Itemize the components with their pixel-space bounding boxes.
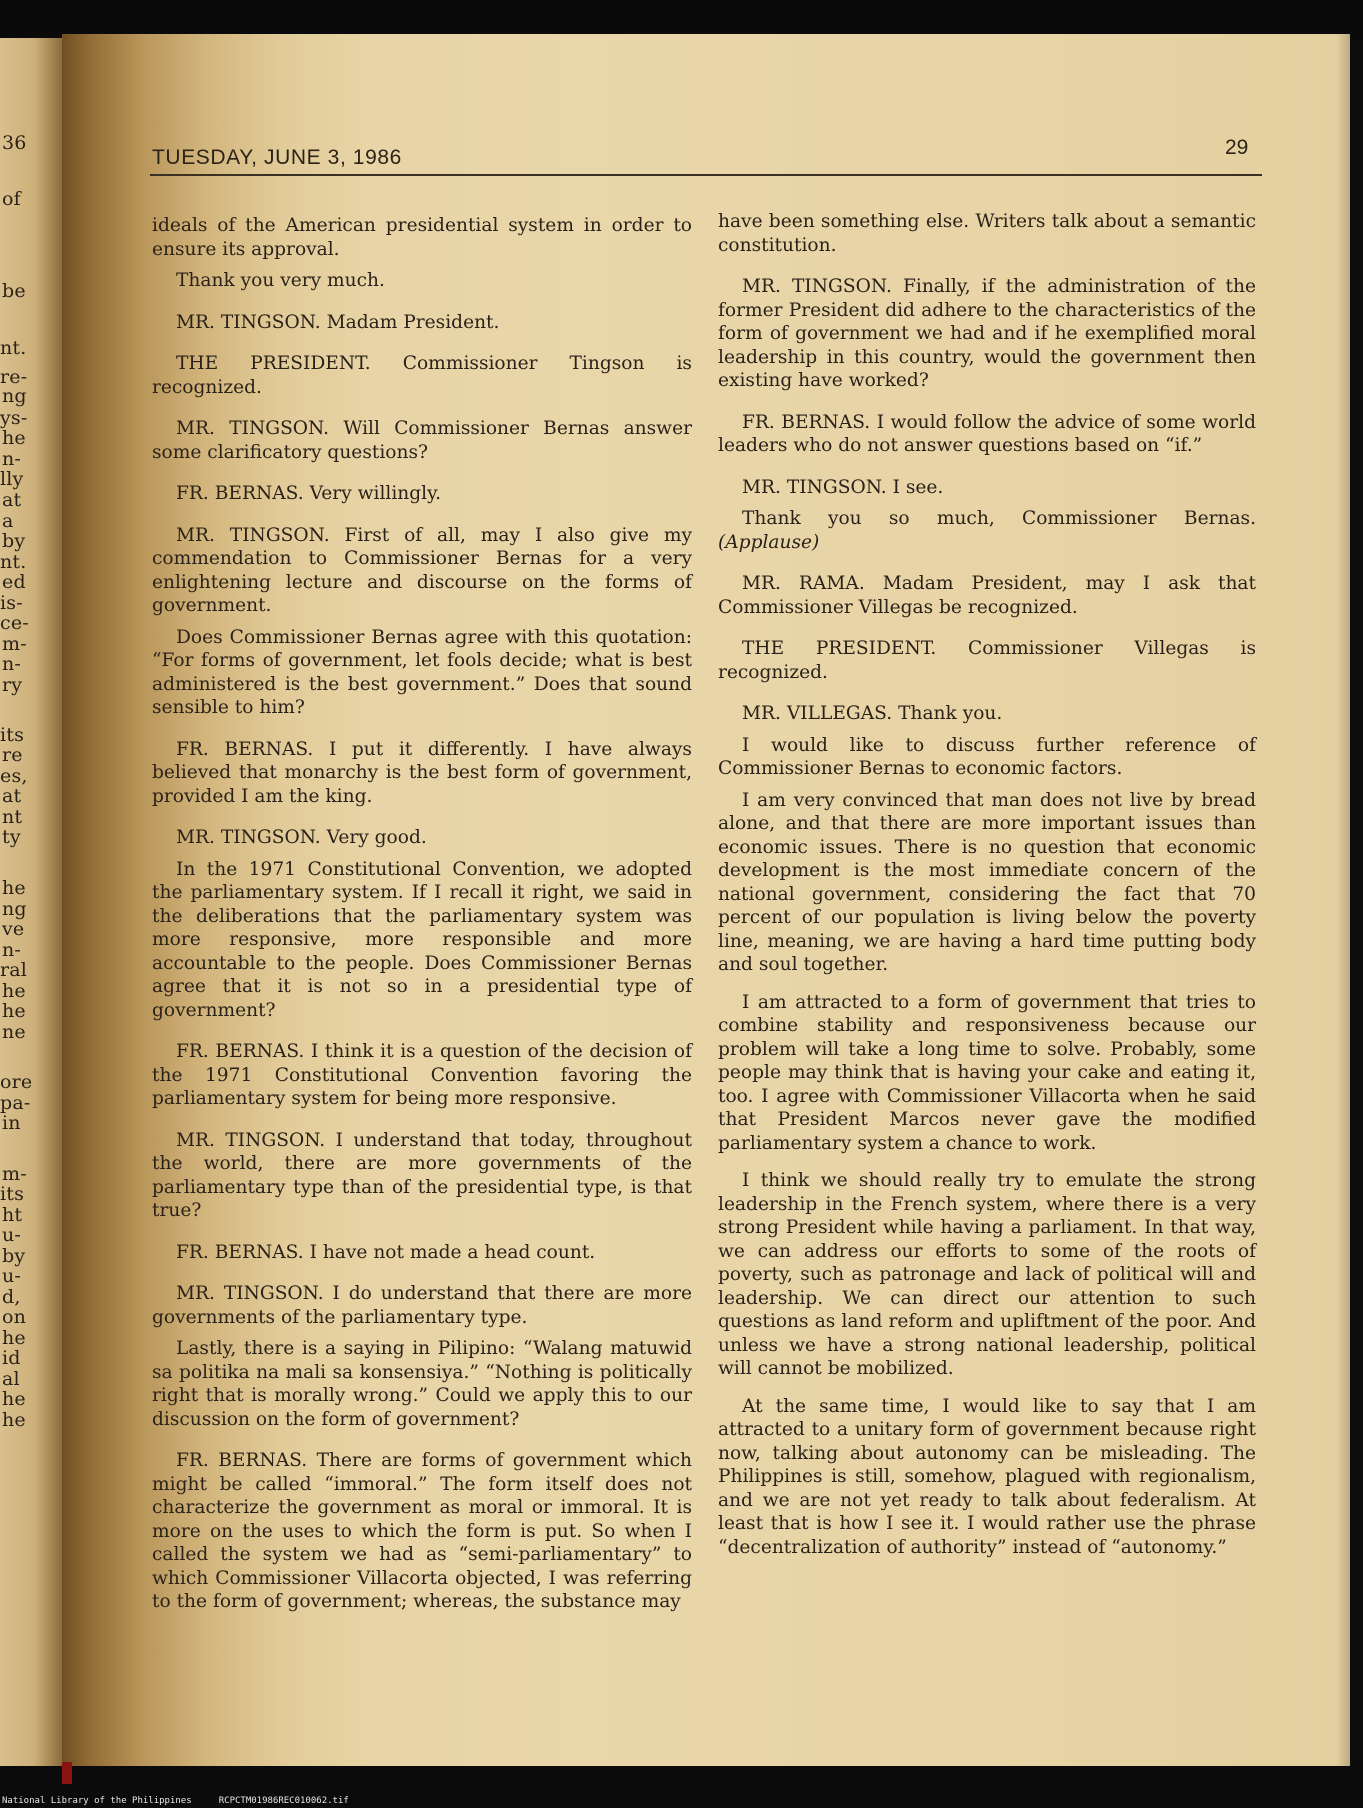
- previous-page-edge-word: ce-: [0, 612, 29, 634]
- previous-page-edge-word: ng: [2, 385, 27, 407]
- speech-paragraph: [718, 637, 1256, 684]
- previous-page-edge-word: n-: [2, 939, 22, 961]
- previous-page-edge-word: he: [2, 1409, 26, 1431]
- previous-page-edge-word: at: [2, 489, 22, 511]
- speech-paragraph: [152, 524, 692, 618]
- speech-paragraph: [718, 275, 1256, 393]
- speaker-name: MR. TINGSON.: [176, 827, 321, 848]
- speaker-name: MR. TINGSON.: [742, 476, 887, 498]
- previous-page-edge-word: pa-: [0, 1092, 31, 1114]
- previous-page-edge-word: nt.: [0, 551, 27, 573]
- previous-page-edge-word: he: [2, 980, 26, 1002]
- body-paragraph: [152, 626, 692, 720]
- speaker-name: MR. TINGSON.: [176, 524, 330, 546]
- speech-paragraph: [718, 476, 1256, 500]
- body-paragraph: [718, 991, 1256, 1156]
- paragraph-text: Does Commissioner Bernas agree with this quotation: “For forms of government, let fools decide; what is best administered is the best government.” Does that sound sensible to him?: [152, 626, 692, 718]
- archive-caption: National Library of the Philippines RCPCTM01986REC010062.tif: [2, 1796, 349, 1806]
- previous-page-edge-word: 36: [2, 132, 27, 154]
- paragraph-text: Will Commissioner Bernas answer some clarificatory questions?: [152, 418, 692, 463]
- previous-page-edge-word: es,: [0, 765, 28, 787]
- speech-paragraph: [152, 826, 692, 850]
- speech-paragraph: [152, 482, 692, 506]
- previous-page-edge-word: nt.: [0, 337, 27, 359]
- previous-page-edge-word: ral: [0, 959, 28, 981]
- paragraph-text: At the same time, I would like to say that I am attracted to a unitary form of government because right now, talking about autonomy can be misleading. The Philippines is still, somehow, plagued with regionalism, and we are not yet ready to talk about federalism. At least that is how I see it. I would rather use the phrase “decentralization of authority” instead of “autonomy.”: [718, 1395, 1256, 1558]
- previous-page-edge-word: lly: [0, 468, 24, 490]
- body-paragraph: [152, 269, 692, 293]
- speaker-name: THE PRESIDENT.: [742, 638, 937, 659]
- paragraph-text: I do understand that there are more governments of the parliamentary type.: [152, 1283, 692, 1328]
- previous-page-edge-word: its: [0, 1183, 25, 1205]
- speaker-name: FR. BERNAS.: [176, 1450, 308, 1471]
- body-paragraph: [152, 1337, 692, 1431]
- previous-page-edge-word: m-: [2, 633, 27, 655]
- speaker-name: MR. TINGSON.: [176, 1129, 326, 1151]
- paragraph-text: Finally, if the administration of the former President did adhere to the characteristics of the form of government we had and if he exemplified moral leadership in this country, would the government then existing have worked?: [718, 276, 1256, 391]
- previous-page-edge-word: at: [2, 785, 22, 807]
- speech-paragraph: [718, 572, 1256, 619]
- paragraph-text: There are forms of government which might be called “immoral.” The form itself does not characterize the government as moral or immoral. It is more on the uses to which the form is put. So when I called the system we had as “semi-parliamentary” to which Commissioner Villacorta objected, I was referring to the form of government; whereas, the substance may: [152, 1450, 692, 1612]
- previous-page-edge-word: al: [2, 1368, 20, 1390]
- body-paragraph: [152, 214, 692, 261]
- previous-page-edge-word: be: [2, 280, 26, 302]
- previous-page-edge-word: m-: [2, 1163, 27, 1185]
- paragraph-text: I think it is a question of the decision of the 1971 Constitutional Convention favoring the parliamentary system for being more responsive.: [152, 1041, 692, 1109]
- paragraph-text: have been something else. Writers talk about a semantic constitution.: [718, 211, 1256, 256]
- body-paragraph: [718, 734, 1256, 781]
- previous-page-edge-word: its: [0, 724, 25, 746]
- speaker-name: MR. TINGSON.: [176, 311, 321, 333]
- previous-page-edge-word: he: [2, 1000, 26, 1022]
- paragraph-text: Thank you.: [898, 703, 1003, 724]
- speaker-name: MR. VILLEGAS.: [742, 703, 893, 724]
- speaker-name: FR. BERNAS.: [176, 1241, 304, 1263]
- speaker-name: FR. BERNAS.: [176, 738, 314, 760]
- speech-paragraph: [152, 738, 692, 809]
- body-paragraph: [718, 1169, 1256, 1381]
- body-paragraph: [718, 1395, 1256, 1560]
- previous-page-edge-word: is-: [0, 592, 23, 614]
- header-rule: [150, 174, 1262, 176]
- previous-page-edge-word: ty: [2, 826, 21, 848]
- previous-page-edge-word: he: [2, 877, 26, 899]
- speaker-name: FR. BERNAS.: [176, 483, 304, 504]
- previous-page-edge-word: ry: [2, 674, 23, 696]
- previous-page-edge-word: in: [2, 1112, 21, 1134]
- speaker-name: MR. TINGSON.: [176, 418, 330, 439]
- speaker-name: THE PRESIDENT.: [176, 353, 371, 374]
- speech-paragraph: [152, 417, 692, 464]
- speech-paragraph: [152, 352, 692, 399]
- paragraph-text: I see.: [892, 476, 944, 498]
- paragraph-text: I understand that today, throughout the world, there are more governments of the parliamentary type than of the presidential type, is that true?: [152, 1129, 692, 1221]
- paragraph-text: I am attracted to a form of government that tries to combine stability and responsiveness because our problem will take a long time to solve. Probably, some people may think that is having your cake and eating it, too. I agree with Commissioner Villacorta when he said that President Marcos never gave the modified parliamentary system a chance to work.: [718, 991, 1256, 1154]
- previous-page-edge-word: d,: [2, 1286, 21, 1308]
- paragraph-text: Very willingly.: [309, 483, 442, 504]
- speech-paragraph: [718, 702, 1256, 726]
- previous-page-edge-word: re: [2, 744, 23, 766]
- paragraph-text: Commissioner Tingson is recognized.: [152, 353, 692, 398]
- page-number: 29: [1225, 136, 1249, 159]
- paragraph-text: I think we should really try to emulate the strong leadership in the French system, where there is a very strong President while having a parliament. In that way, we can address our efforts to some of the roots of poverty, such as patronage and lack of political will and leadership. We can direct our attention to such questions as land reform and upliftment of the poor. And unless we have a strong national leadership, political will cannot be mobilized.: [718, 1170, 1256, 1379]
- page-edge-shadow: [1336, 34, 1350, 1766]
- previous-page-edge-word: re-: [0, 366, 28, 388]
- stage-direction: (Applause): [718, 531, 820, 553]
- previous-page-edge-word: ed: [2, 571, 26, 593]
- paragraph-text: Madam President.: [326, 311, 500, 333]
- left-column: [152, 214, 692, 1622]
- previous-page-edge-word: ore: [0, 1071, 33, 1093]
- previous-page-edge-word: he: [2, 1327, 26, 1349]
- body-paragraph: [718, 789, 1256, 977]
- previous-page-edge-word: on: [2, 1306, 27, 1328]
- paragraph-text: I would like to discuss further reference of Commissioner Bernas to economic factors.: [718, 734, 1256, 779]
- speaker-name: FR. BERNAS.: [176, 1041, 305, 1062]
- previous-page-edge-word: ve: [2, 918, 25, 940]
- paragraph-text: I would follow the advice of some world leaders who do not answer questions based on “if.”: [718, 411, 1256, 456]
- previous-page-edge-word: nt: [2, 806, 23, 828]
- body-paragraph: [718, 507, 1256, 554]
- paragraph-text: In the 1971 Constitutional Convention, we adopted the parliamentary system. If I recall it right, we said in the deliberations that the parliamentary system was more responsive, more responsible and more accountable to the people. Does Commissioner Bernas agree that it is not so in a presidential type of government?: [152, 858, 692, 1021]
- paragraph-text: I have not made a head count.: [309, 1241, 596, 1263]
- speaker-name: FR. BERNAS.: [742, 411, 871, 433]
- previous-page-edge-word: he: [2, 1388, 26, 1410]
- previous-page-edge-word: by: [2, 1245, 26, 1267]
- speech-paragraph: [152, 1282, 692, 1329]
- speech-paragraph: [152, 1040, 692, 1111]
- paragraph-text: Thank you very much.: [176, 270, 385, 291]
- previous-page-edge-word: n-: [2, 448, 22, 470]
- speech-paragraph: [152, 311, 692, 335]
- speaker-name: MR. RAMA.: [742, 573, 865, 594]
- previous-page-edge-word: n-: [2, 653, 22, 675]
- body-paragraph: [152, 858, 692, 1023]
- paragraph-text: First of all, may I also give my commendation to Commissioner Bernas for a very enlightening lecture and discourse on the forms of government.: [152, 524, 692, 616]
- previous-page-edge-word: ht: [2, 1204, 23, 1226]
- previous-page-edge-word: he: [2, 427, 26, 449]
- speech-paragraph: [152, 1129, 692, 1223]
- paragraph-text: Lastly, there is a saying in Pilipino: “Walang matuwid sa politika na mali sa konsensiya.” “Nothing is politically right that is morally wrong.” Could we apply this to our discussion on the form of government?: [152, 1338, 692, 1430]
- previous-page-edge-word: ys-: [0, 407, 28, 429]
- speaker-name: MR. TINGSON.: [176, 1283, 324, 1304]
- speaker-name: MR. TINGSON.: [742, 276, 892, 297]
- paragraph-text: Madam President, may I ask that Commissioner Villegas be recognized.: [718, 573, 1256, 618]
- previous-page-edge-word: u-: [2, 1224, 22, 1246]
- previous-page-edge-word: a: [2, 510, 14, 532]
- running-head-date: TUESDAY, JUNE 3, 1986: [152, 146, 402, 169]
- previous-page-edge: [0, 38, 62, 1766]
- body-paragraph: [718, 210, 1256, 257]
- paragraph-text: Commissioner Villegas is recognized.: [718, 638, 1256, 683]
- paragraph-text: Very good.: [326, 827, 427, 848]
- previous-page-edge-word: id: [2, 1347, 21, 1369]
- previous-page-edge-word: ng: [2, 898, 27, 920]
- binding-tab: [62, 1762, 72, 1784]
- speech-paragraph: [718, 411, 1256, 458]
- paragraph-text: I am very convinced that man does not live by bread alone, and that there are more important issues than economic issues. There is no question that economic development is the most immediate concern of the national government, considering the fact that 70 percent of our population is living below the poverty line, meaning, we are having a hard time putting body and soul together.: [718, 789, 1256, 975]
- previous-page-edge-word: ne: [2, 1021, 26, 1043]
- previous-page-edge-word: by: [2, 530, 26, 552]
- speech-paragraph: [152, 1449, 692, 1614]
- right-column: [718, 210, 1256, 1567]
- paragraph-text: Thank you so much, Commissioner Bernas.: [742, 508, 1256, 529]
- previous-page-edge-word: u-: [2, 1265, 22, 1287]
- speech-paragraph: [152, 1241, 692, 1265]
- paragraph-text: ideals of the American presidential system in order to ensure its approval.: [152, 215, 692, 260]
- paragraph-text: I put it differently. I have always believed that monarchy is the best form of government, provided I am the king.: [152, 738, 692, 807]
- previous-page-edge-word: of: [2, 188, 21, 210]
